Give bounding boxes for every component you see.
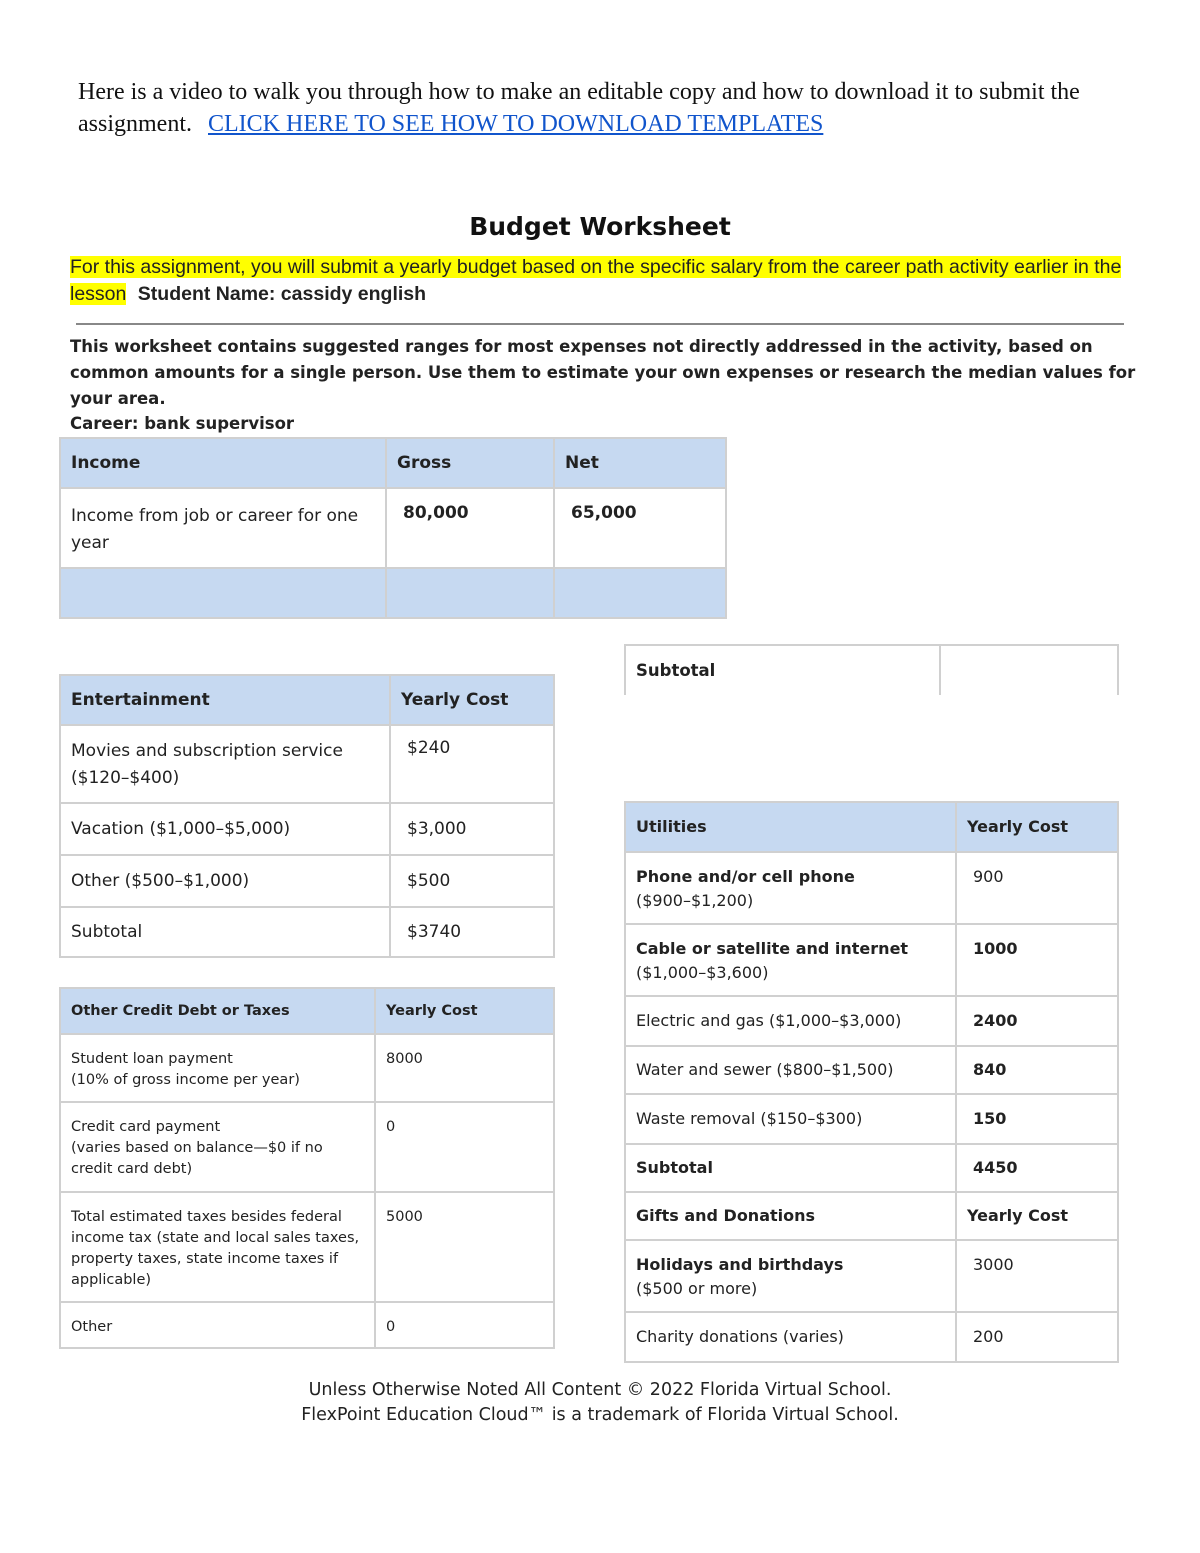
blank-cell[interactable]: [386, 568, 554, 618]
charity-cost[interactable]: 200: [956, 1312, 1118, 1362]
career-label: Career: bank supervisor: [70, 414, 295, 433]
row-note: ($500 or more): [636, 1279, 758, 1298]
taxes-cost[interactable]: 5000: [375, 1192, 554, 1302]
waste-label: Waste removal ($150–$300): [625, 1094, 956, 1144]
gross-header: Gross: [386, 438, 554, 488]
credit-card-cost[interactable]: 0: [375, 1102, 554, 1192]
row-label: Holidays and birthdays: [636, 1255, 844, 1274]
intro-text: Here is a video to walk you through how to make an editable copy and how to download it to submit the assignment.: [78, 79, 1080, 137]
page-title: Budget Worksheet: [469, 212, 731, 241]
cable-label: [625, 924, 956, 996]
income-label-cell[interactable]: Income from job or career for one year: [60, 488, 386, 568]
gifts-header: Gifts and Donations: [625, 1192, 956, 1240]
subtotal-value-cell[interactable]: [940, 645, 1118, 695]
worksheet-description: [70, 334, 1140, 436]
credit-yearly-cost-header: Yearly Cost: [375, 988, 554, 1034]
student-name: Student Name: cassidy english: [137, 283, 427, 305]
other-cost[interactable]: $500: [390, 855, 554, 907]
highlighted-instruction: For this assignment, you will submit a yearly budget based on the specific salary from the career path activity earlier in the lesson: [70, 256, 1122, 305]
row-label: Student loan payment: [71, 1051, 233, 1067]
cable-cost[interactable]: 1000: [956, 924, 1118, 996]
intro-paragraph: [78, 76, 1138, 140]
net-income-cell[interactable]: 65,000: [554, 488, 726, 568]
assignment-instructions: [70, 254, 1140, 308]
row-note: ($900–$1,200): [636, 891, 754, 910]
water-label: Water and sewer ($800–$1,500): [625, 1046, 956, 1094]
income-header: Income: [60, 438, 386, 488]
utilities-header: Utilities: [625, 802, 956, 852]
other-label: Other ($500–$1,000): [60, 855, 390, 907]
credit-card-label: [60, 1102, 375, 1192]
row-label: Credit card payment: [71, 1119, 221, 1135]
entertainment-subtotal-label: Subtotal: [60, 907, 390, 957]
net-header: Net: [554, 438, 726, 488]
row-label: Cable or satellite and internet: [636, 939, 909, 958]
row-note: ($1,000–$3,600): [636, 963, 769, 982]
utilities-table: [624, 801, 1119, 1363]
student-loan-label: [60, 1034, 375, 1102]
water-cost[interactable]: 840: [956, 1046, 1118, 1094]
entertainment-table: [59, 674, 555, 958]
yearly-cost-header: Yearly Cost: [390, 675, 554, 725]
gifts-yearly-cost-header: Yearly Cost: [956, 1192, 1118, 1240]
credit-header: Other Credit Debt or Taxes: [60, 988, 375, 1034]
electric-label: Electric and gas ($1,000–$3,000): [625, 996, 956, 1046]
blank-cell[interactable]: [60, 568, 386, 618]
copyright-line: Unless Otherwise Noted All Content © 2022 Florida Virtual School.: [308, 1380, 892, 1400]
utilities-yearly-cost-header: Yearly Cost: [956, 802, 1118, 852]
footer: [0, 1378, 1200, 1428]
taxes-label: Total estimated taxes besides federal income tax (state and local sales taxes, property taxes, state income taxes if applicable): [60, 1192, 375, 1302]
electric-cost[interactable]: 2400: [956, 996, 1118, 1046]
income-table: [59, 437, 727, 619]
phone-cost[interactable]: 900: [956, 852, 1118, 924]
gross-income-cell[interactable]: 80,000: [386, 488, 554, 568]
description-text: This worksheet contains suggested ranges for most expenses not directly addressed in the activity, based on common amounts for a single person. Use them to estimate your own expenses or research the median values for your area.: [70, 337, 1136, 408]
student-loan-cost[interactable]: 8000: [375, 1034, 554, 1102]
entertainment-header: Entertainment: [60, 675, 390, 725]
row-label: Phone and/or cell phone: [636, 867, 855, 886]
credit-table: [59, 987, 555, 1349]
utilities-subtotal-value[interactable]: 4450: [956, 1144, 1118, 1192]
subtotal-box: [624, 644, 1119, 695]
vacation-label: Vacation ($1,000–$5,000): [60, 803, 390, 855]
row-note: (10% of gross income per year): [71, 1072, 300, 1088]
download-templates-link[interactable]: CLICK HERE TO SEE HOW TO DOWNLOAD TEMPLATES: [208, 111, 824, 137]
holidays-label: [625, 1240, 956, 1312]
trademark-line: FlexPoint Education Cloud™ is a trademark of Florida Virtual School.: [301, 1405, 899, 1425]
other-credit-cost[interactable]: 0: [375, 1302, 554, 1348]
subtotal-label: Subtotal: [625, 645, 940, 695]
divider: [76, 323, 1124, 325]
movies-cost[interactable]: $240: [390, 725, 554, 803]
row-note: (varies based on balance—$0 if no credit card debt): [71, 1140, 323, 1177]
utilities-subtotal-label: Subtotal: [625, 1144, 956, 1192]
vacation-cost[interactable]: $3,000: [390, 803, 554, 855]
other-credit-label: Other: [60, 1302, 375, 1348]
charity-label: Charity donations (varies): [625, 1312, 956, 1362]
phone-label: [625, 852, 956, 924]
entertainment-subtotal-value[interactable]: $3740: [390, 907, 554, 957]
movies-label: Movies and subscription service ($120–$400): [60, 725, 390, 803]
waste-cost[interactable]: 150: [956, 1094, 1118, 1144]
blank-cell[interactable]: [554, 568, 726, 618]
holidays-cost[interactable]: 3000: [956, 1240, 1118, 1312]
